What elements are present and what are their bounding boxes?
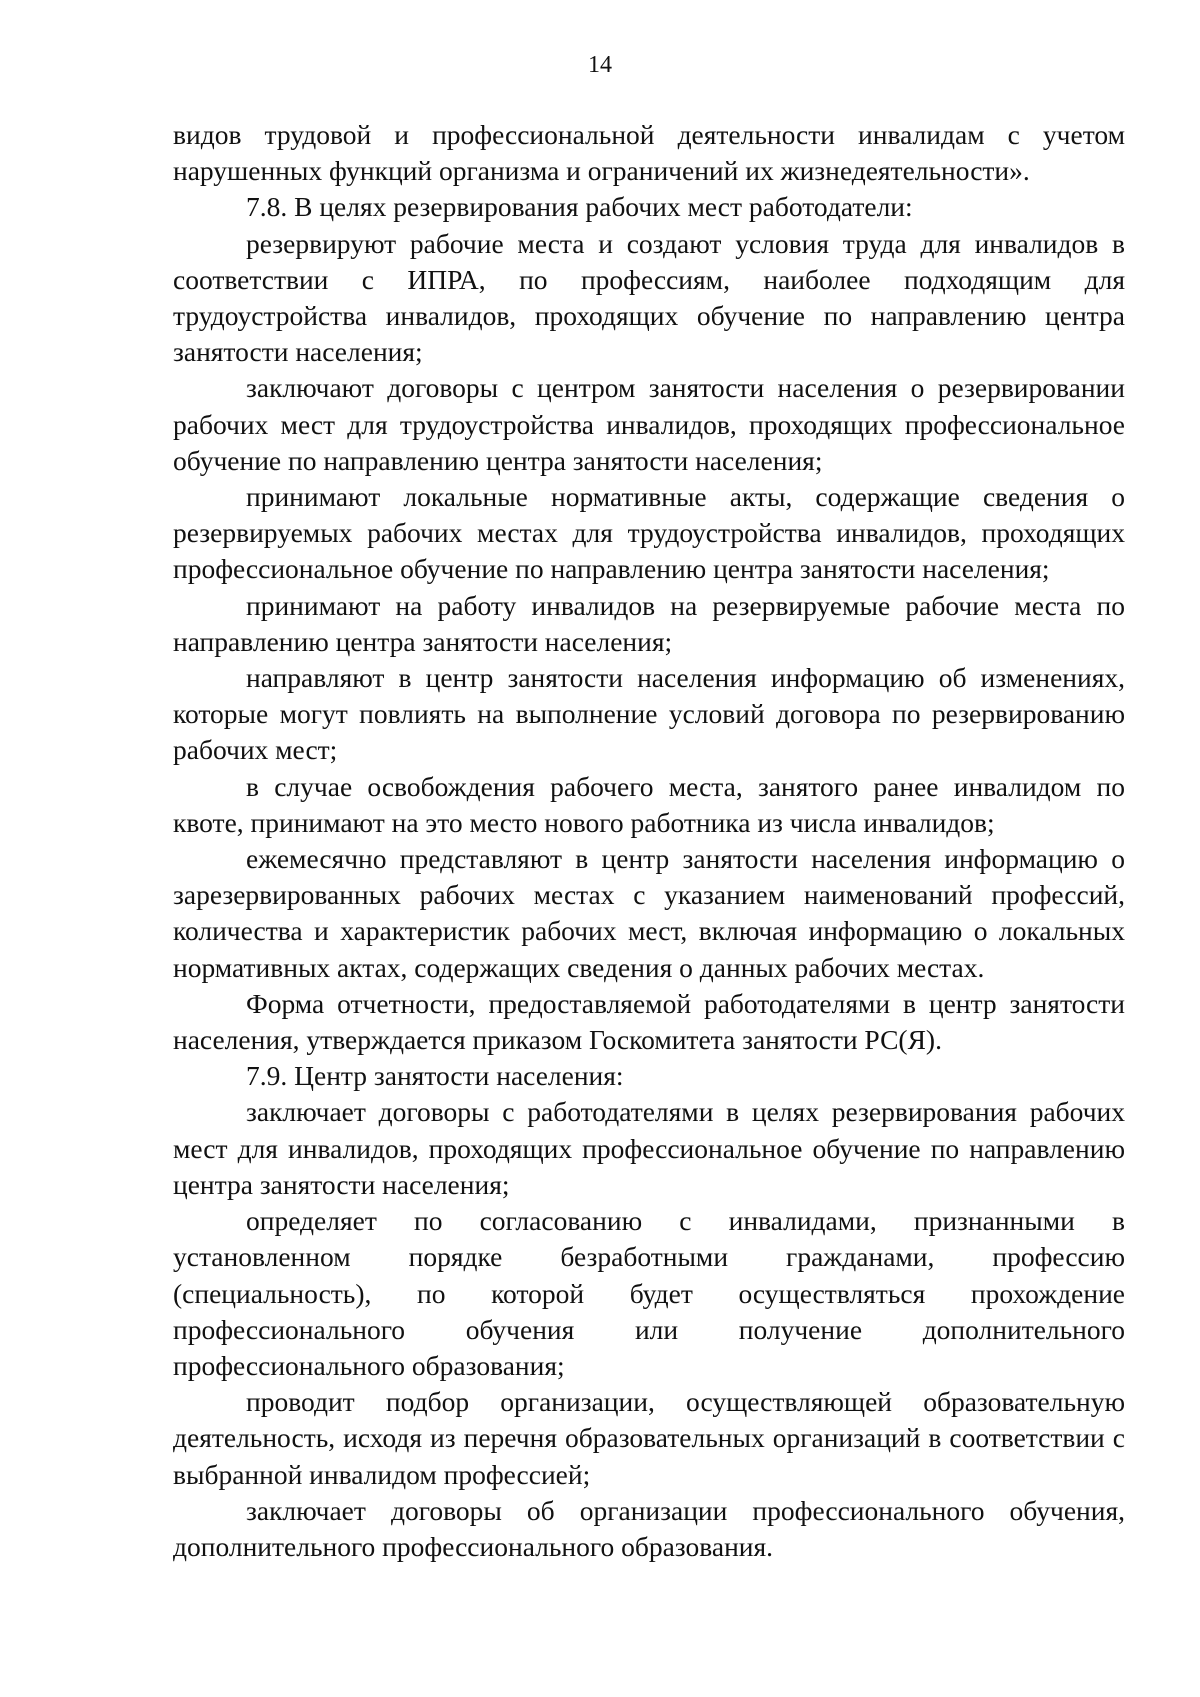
paragraph: направляют в центр занятости населения информацию об изменениях, которые могут повлиять на выполнение условий договора по резервированию рабочих мест;: [173, 662, 1125, 766]
paragraph: проводит подбор организации, осуществляющей образовательную деятельность, исходя из перечня образовательных организаций в соответствии с выбранной инвалидом профессией;: [173, 1386, 1125, 1490]
document-body: [173, 117, 1125, 1565]
paragraph: принимают локальные нормативные акты, содержащие сведения о резервируемых рабочих местах для трудоустройства инвалидов, проходящих профессиональное обучение по направлению центра занятости населения;: [173, 481, 1125, 585]
paragraph: Форма отчетности, предоставляемой работодателями в центр занятости населения, утверждается приказом Госкомитета занятости РС(Я).: [173, 987, 1125, 1056]
page-number: 14: [588, 52, 612, 78]
paragraph: видов трудовой и профессиональной деятельности инвалидам с учетом нарушенных функций организма и ограничений их жизнедеятельности».: [173, 119, 1125, 187]
paragraph: определяет по согласованию с инвалидами, признанными в установленном порядке безработными гражданами, профессию (специальность), по которой будет осуществляться прохождение профессионального обучения или получение дополнительного профессионального образования;: [173, 1205, 1125, 1381]
paragraph: заключает договоры с работодателями в целях резервирования рабочих мест для инвалидов, проходящих профессиональное обучение по направлению центра занятости населения;: [173, 1096, 1125, 1200]
paragraph: в случае освобождения рабочего места, занятого ранее инвалидом по квоте, принимают на это место нового работника из числа инвалидов;: [173, 770, 1125, 838]
paragraph: резервируют рабочие места и создают условия труда для инвалидов в соответствии с ИПРА, по профессиям, наиболее подходящим для трудоустройства инвалидов, проходящих обучение по направлению центра занятости населения;: [173, 227, 1125, 368]
paragraph: заключают договоры с центром занятости населения о резервировании рабочих мест для трудоустройства инвалидов, проходящих профессиональное обучение по направлению центра занятости населения;: [173, 372, 1125, 476]
paragraph: принимают на работу инвалидов на резервируемые рабочие места по направлению центра занятости населения;: [173, 589, 1125, 657]
paragraph: заключает договоры об организации профессионального обучения, дополнительного профессионального образования.: [173, 1494, 1125, 1562]
paragraph: ежемесячно представляют в центр занятости населения информацию о зарезервированных рабочих местах с указанием наименований профессий, количества и характеристик рабочих мест, включая информацию о локальных нормативных актах, содержащих сведения о данных рабочих местах.: [173, 843, 1125, 983]
section-heading-7-9: 7.9. Центр занятости населения:: [246, 1060, 624, 1092]
section-heading-7-8: 7.8. В целях резервирования рабочих мест работодатели:: [246, 191, 913, 223]
